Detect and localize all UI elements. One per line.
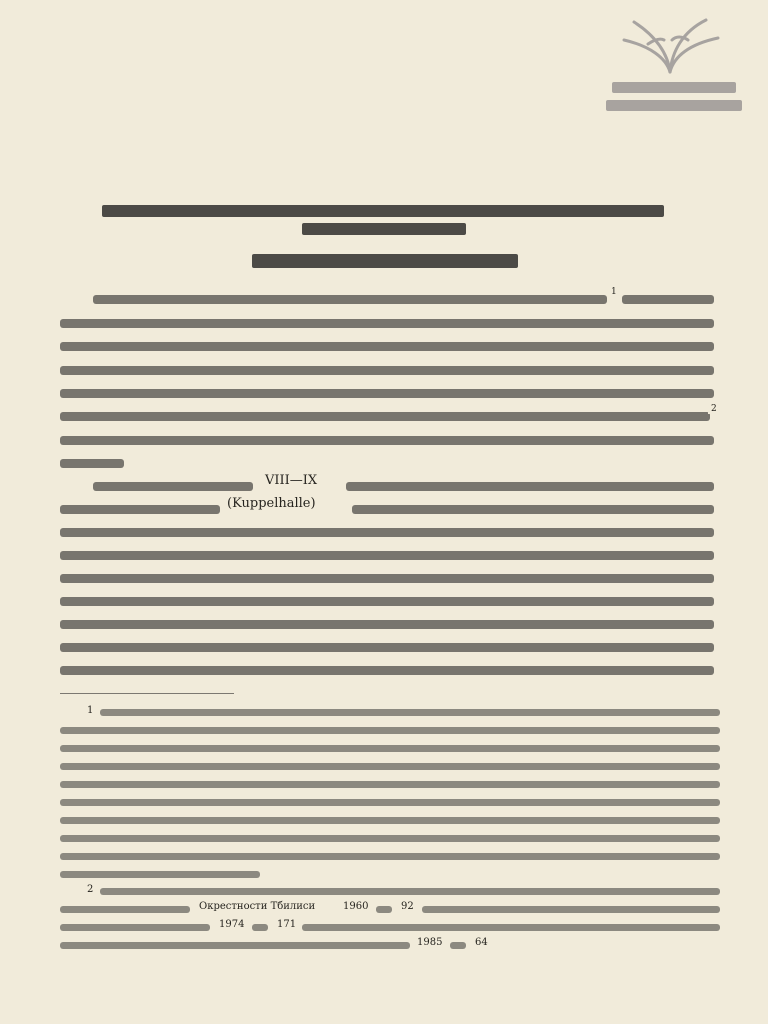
footnote-line [60,924,210,931]
text-line [60,319,714,328]
citation-1-year: 1960 [340,902,371,912]
stamp-lettering-line-2 [606,100,742,111]
text-line [60,459,124,468]
text-line [93,482,253,491]
footnote-line [100,709,720,716]
text-line [622,295,714,304]
text-line [60,342,714,351]
footnote-2-number: 2 [84,885,96,895]
article-heading-line-2 [302,223,466,235]
footnote-line [252,924,268,931]
text-line [60,666,714,675]
wheat-emblem-icon [610,14,730,74]
text-line [352,505,714,514]
text-line [60,620,714,629]
text-line [60,643,714,652]
footnote-line [60,853,720,860]
citation-2-pages: 171 [274,920,299,930]
text-line [60,366,714,375]
footnote-line [376,906,392,913]
library-stamp [598,14,748,114]
footnote-marker-2: 2 [708,405,720,414]
citation-3-year: 1985 [414,938,445,948]
church-title [252,254,518,268]
citation-3-pages: 64 [472,938,491,948]
footnote-line [60,781,720,788]
citation-2-year: 1974 [216,920,247,930]
text-line [60,574,714,583]
footnote-line [450,942,466,949]
citation-1-pages: 92 [398,902,417,912]
text-line [60,597,714,606]
citation-title-okrestnosti-tbilisi: Окрестности Тбилиси [196,902,318,912]
text-line [60,412,710,421]
footnote-1-number: 1 [84,706,96,716]
footnote-line [422,906,720,913]
footnote-line [60,906,190,913]
text-line [93,295,607,304]
stamp-lettering-line-1 [612,82,736,93]
footnote-line [60,835,720,842]
footnote-line [60,763,720,770]
text-line [60,436,714,445]
footnote-line [302,924,720,931]
footnote-line [60,871,260,878]
text-line [60,505,220,514]
footnote-marker-1: 1 [608,288,620,297]
footnote-line [60,745,720,752]
footnote-line [60,727,720,734]
text-line [346,482,714,491]
footnote-line [60,942,410,949]
period-reference: VIII—IX [262,474,320,487]
footnote-line [100,888,720,895]
footnote-line [60,817,720,824]
footnote-separator [60,693,234,694]
text-line [60,528,714,537]
text-line [60,551,714,560]
text-line [60,389,714,398]
article-heading-line-1 [102,205,664,217]
footnote-line [60,799,720,806]
kuppelhalle-term: (Kuppelhalle) [224,497,319,510]
